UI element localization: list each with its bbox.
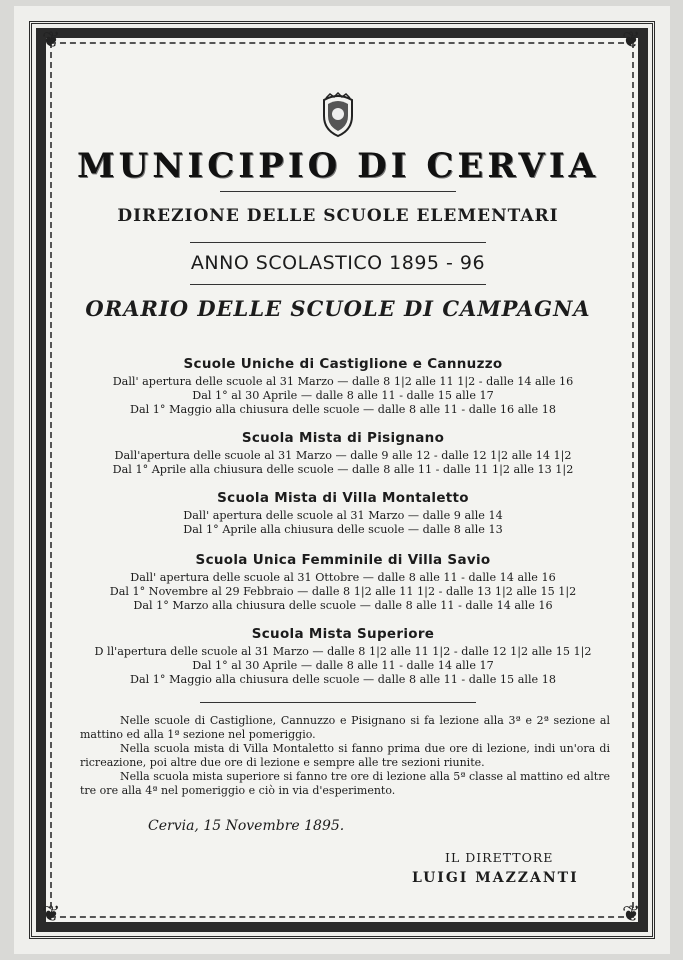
schedule-heading: ORARIO DELLE SCUOLE DI CAMPAGNA <box>85 296 591 321</box>
schedule-line: Dal 1° Aprile alla chiusura delle scuole — dalle 8 alle 13 <box>183 523 503 536</box>
divider <box>220 191 456 192</box>
municipality-title: MUNICIPIO DI CERVIA <box>76 146 600 186</box>
schedule-line: Dal 1° Maggio alla chiusura delle scuole — dalle 8 alle 11 - dalle 15 alle 18 <box>130 673 556 686</box>
schedule-line: Dall' apertura delle scuole al 31 Marzo — dalle 9 alle 14 <box>183 509 503 522</box>
corner-ornament-icon: ❦ <box>42 902 61 927</box>
schedule-line: Dal 1° Novembre al 29 Febbraio — dalle 8 1|2 alle 11 1|2 - dalle 13 1|2 alle 15 1|2 <box>109 585 577 598</box>
corner-ornament-icon: ❦ <box>622 902 641 927</box>
coat-of-arms-icon <box>316 92 360 138</box>
section-title: Scuole Uniche di Castiglione e Cannuzzo <box>183 356 503 372</box>
schedule-line: D ll'apertura delle scuole al 31 Marzo — dalle 8 1|2 alle 11 1|2 - dalle 12 1|2 alle 15 1|2 <box>94 645 592 658</box>
schedule-line: Dal 1° al 30 Aprile — dalle 8 alle 11 - dalle 15 alle 17 <box>192 389 494 402</box>
schedule-line: Dal 1° Aprile alla chiusura delle scuole — dalle 8 alle 11 - dalle 11 1|2 alle 13 1|2 <box>112 463 574 476</box>
divider <box>190 242 486 243</box>
school-year: ANNO SCOLASTICO 1895 - 96 <box>190 252 486 274</box>
schedule-line: Dal 1° al 30 Aprile — dalle 8 alle 11 - dalle 14 alle 17 <box>192 659 494 672</box>
divider <box>190 284 486 285</box>
document-date: Cervia, 15 Novembre 1895. <box>148 818 345 834</box>
schedule-line: Dal 1° Marzo alla chiusura delle scuole — dalle 8 alle 11 - dalle 14 alle 16 <box>133 599 553 612</box>
schedule-line: Dall' apertura delle scuole al 31 Marzo — dalle 8 1|2 alle 11 1|2 - dalle 14 alle 16 <box>112 375 574 388</box>
section-title: Scuola Mista di Pisignano <box>241 430 445 446</box>
schedule-line: Dal 1° Maggio alla chiusura delle scuole — dalle 8 alle 11 - dalle 16 alle 18 <box>130 403 556 416</box>
schedule-line: Dall' apertura delle scuole al 31 Ottobre — dalle 8 alle 11 - dalle 14 alle 16 <box>130 571 556 584</box>
corner-ornament-icon: ❦ <box>622 28 641 53</box>
director-name: LUIGI MAZZANTI <box>412 870 579 886</box>
section-castiglione <box>78 356 608 417</box>
section-title: Scuola Mista di Villa Montaletto <box>217 490 469 506</box>
directorate-title: DIREZIONE DELLE SCUOLE ELEMENTARI <box>117 206 559 226</box>
divider <box>200 702 476 703</box>
note-paragraph: Nella scuola mista di Villa Montaletto si fanno prima due ore di lezione, indi un'ora di ricreazione, poi altre due ore di lezione e sempre alle tre sezioni riunite. <box>80 742 610 769</box>
section-villa-savio <box>78 552 608 613</box>
section-superiore <box>78 626 608 687</box>
section-pisignano <box>78 430 608 477</box>
section-title: Scuola Mista Superiore <box>251 626 435 642</box>
schedule-line: Dall'apertura delle scuole al 31 Marzo — dalle 9 alle 12 - dalle 12 1|2 alle 14 1|2 <box>114 449 572 462</box>
section-title: Scuola Unica Femminile di Villa Savio <box>195 552 491 568</box>
note-paragraph: Nelle scuole di Castiglione, Cannuzzo e Pisignano si fa lezione alla 3ª e 2ª sezione al mattino ed alla 1ª sezione nel pomeriggio. <box>80 714 610 741</box>
corner-ornament-icon: ❦ <box>42 28 61 53</box>
director-title: IL DIRETTORE <box>445 850 554 865</box>
note-paragraph: Nella scuola mista superiore si fanno tre ore di lezione alla 5ª classe al mattino ed altre tre ore alla 4ª nel pomeriggio e ciò in via d'esperimento. <box>80 770 610 797</box>
section-montaletto <box>78 490 608 537</box>
notes-block <box>80 714 610 798</box>
